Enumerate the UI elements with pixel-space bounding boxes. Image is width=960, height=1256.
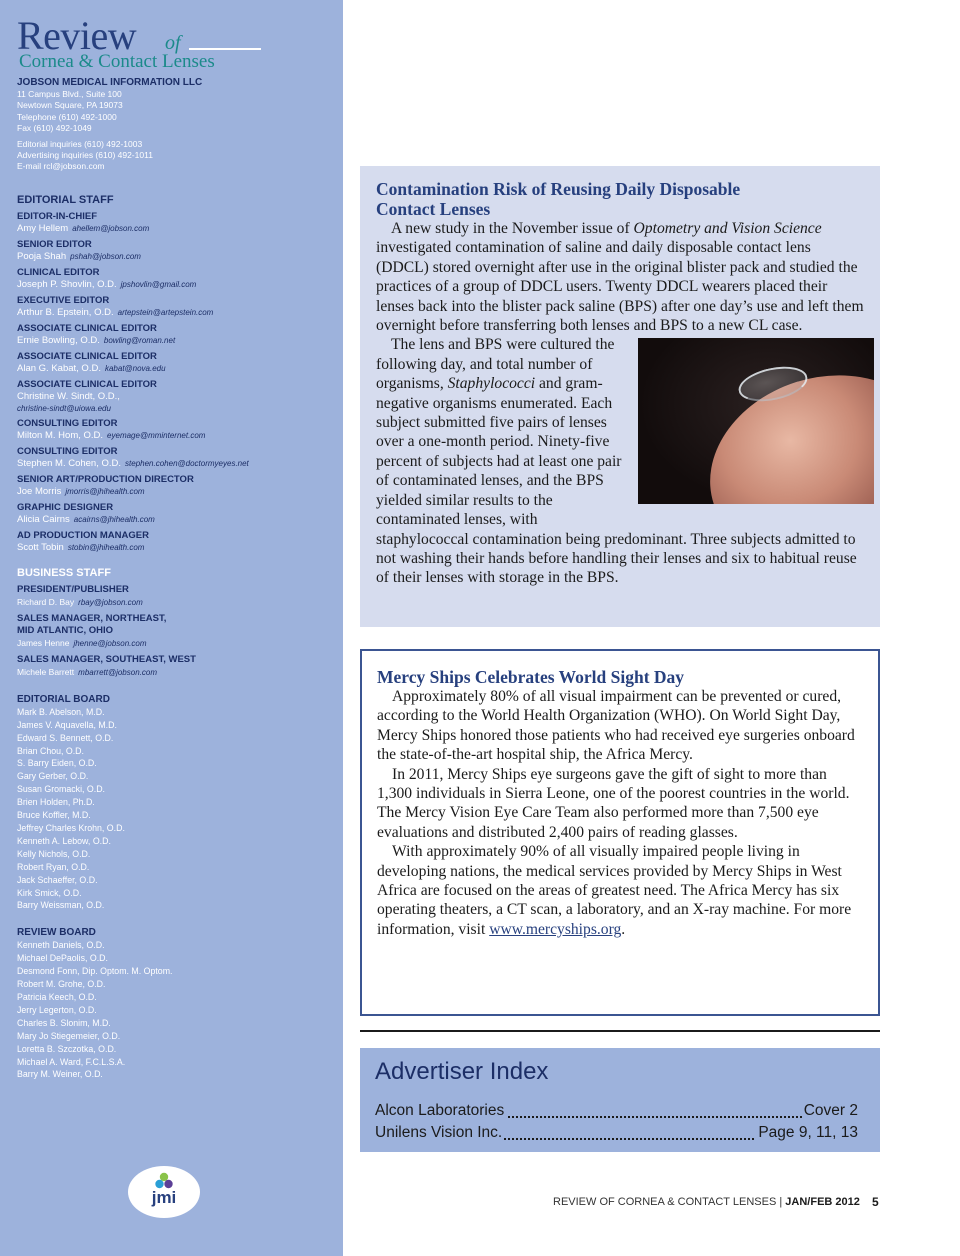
board-member: Jeffrey Charles Krohn, O.D. bbox=[17, 823, 125, 833]
inquiry-line: E-mail rcl@jobson.com bbox=[17, 161, 105, 172]
staff-email: acairns@jhihealth.com bbox=[73, 514, 155, 524]
board-member: Jerry Legerton, O.D. bbox=[17, 1004, 97, 1015]
staff-person bbox=[17, 596, 337, 609]
review-board-heading: REVIEW BOARD bbox=[17, 927, 96, 939]
company-inquiries bbox=[17, 139, 337, 173]
staff-entry bbox=[17, 613, 337, 650]
staff-name: Stephen M. Cohen, O.D. bbox=[17, 457, 122, 469]
staff-person bbox=[17, 335, 337, 347]
article1-p1-text-cont: investigated contamination of saline and daily disposable contact lens (DDCL) stored overnight after use in the original blister pack and studied the practices of a group of DDCL users. Twenty DDCL wearers placed their lenses back into the blister pack saline (BPS) after one day’s use and left them overnight before transferring both lenses and BPS to a new CL case. bbox=[376, 239, 864, 335]
board-member: James V. Aquavella, M.D. bbox=[17, 719, 117, 730]
staff-email: stephen.cohen@doctormyeyes.net bbox=[125, 458, 249, 468]
staff-entry bbox=[17, 584, 337, 609]
staff-email: stobin@jhihealth.com bbox=[67, 542, 145, 552]
mercy-ships-link[interactable]: www.mercyships.org bbox=[489, 920, 622, 938]
staff-role: GRAPHIC DESIGNER bbox=[17, 501, 114, 513]
company-address bbox=[17, 89, 337, 135]
board-member: Patricia Keech, O.D. bbox=[17, 991, 97, 1002]
board-member: Barry Weissman, O.D. bbox=[17, 900, 105, 911]
staff-name: Ernie Bowling, O.D. bbox=[17, 334, 100, 346]
masthead-subtitle: Cornea & Contact Lenses bbox=[19, 51, 215, 72]
staff-role: SENIOR EDITOR bbox=[17, 238, 92, 250]
inquiry-line: Editorial inquiries (610) 492-1003 bbox=[17, 138, 143, 149]
staff-entry bbox=[17, 474, 337, 498]
board-member: Gary Gerber, O.D. bbox=[17, 771, 89, 782]
masthead-logo bbox=[17, 14, 262, 72]
staff-role: CONSULTING EDITOR bbox=[17, 417, 118, 429]
jmi-logo bbox=[128, 1166, 200, 1218]
staff-role: AD PRODUCTION MANAGER bbox=[17, 529, 149, 541]
page-footer bbox=[553, 1196, 883, 1208]
article1-paragraph-1 bbox=[376, 219, 866, 335]
genus-name: Staphylococci bbox=[447, 375, 536, 393]
masthead-of: of bbox=[165, 32, 181, 54]
article2-title: Mercy Ships Celebrates World Sight Day bbox=[377, 667, 685, 687]
editorial-board-heading: EDITORIAL BOARD bbox=[17, 693, 110, 705]
address-line: Telephone (610) 492-1000 bbox=[17, 111, 117, 122]
article1-p2-text: The lens and BPS were cultured the following day, and total number of organisms, bbox=[376, 336, 615, 393]
staff-name: Michele Barrett bbox=[17, 666, 75, 677]
board-member: Brien Holden, Ph.D. bbox=[17, 797, 95, 808]
board-member: Kelly Nichols, O.D. bbox=[17, 848, 91, 859]
staff-person bbox=[17, 458, 337, 470]
staff-role: EXECUTIVE EDITOR bbox=[17, 294, 110, 306]
staff-role: SALES MANAGER, SOUTHEAST, WEST bbox=[17, 653, 196, 665]
staff-entry bbox=[17, 211, 337, 235]
staff-entry bbox=[17, 502, 337, 526]
staff-person bbox=[17, 363, 337, 375]
staff-role: CLINICAL EDITOR bbox=[17, 266, 100, 278]
staff-name: Alan G. Kabat, O.D. bbox=[17, 362, 101, 374]
footer-separator: | bbox=[776, 1196, 786, 1208]
staff-name: Pooja Shah bbox=[17, 250, 67, 262]
masthead-review: Review bbox=[17, 13, 137, 58]
article2-paragraph-3 bbox=[377, 842, 865, 939]
board-member: Michael DePaolis, O.D. bbox=[17, 953, 108, 964]
staff-email: jhenne@jobson.com bbox=[73, 638, 147, 648]
staff-person bbox=[17, 307, 337, 319]
staff-name: Alicia Cairns bbox=[17, 513, 70, 525]
article2-p3-end: . bbox=[621, 920, 626, 938]
staff-email: bowling@roman.net bbox=[103, 335, 176, 345]
footer-publication: REVIEW OF CORNEA & CONTACT LENSES bbox=[553, 1196, 777, 1208]
board-member: Kenneth A. Lebow, O.D. bbox=[17, 835, 111, 846]
staff-entry bbox=[17, 418, 337, 442]
page-number: 5 bbox=[872, 1195, 879, 1209]
advertiser-row bbox=[375, 1102, 858, 1120]
section-divider bbox=[360, 1030, 880, 1032]
advertiser-name: Alcon Laboratories bbox=[375, 1102, 505, 1119]
staff-role: ASSOCIATE CLINICAL EDITOR bbox=[17, 350, 157, 362]
board-member: Bruce Koffler, M.D. bbox=[17, 810, 91, 821]
staff-entry bbox=[17, 530, 337, 554]
advertiser-index-title: Advertiser Index bbox=[375, 1058, 549, 1085]
editorial-board-list bbox=[17, 706, 337, 913]
staff-email: pshah@jobson.com bbox=[70, 251, 141, 261]
staff-person bbox=[17, 637, 337, 650]
staff-person bbox=[17, 223, 337, 235]
staff-role: MID ATLANTIC, OHIO bbox=[17, 624, 114, 636]
staff-email: eyemage@mminternet.com bbox=[107, 430, 206, 440]
board-member: Edward S. Bennett, O.D. bbox=[17, 732, 114, 743]
address-line: Newtown Square, PA 19073 bbox=[17, 100, 123, 111]
article1-title-line2: Contact Lenses bbox=[376, 199, 491, 219]
staff-entry bbox=[17, 379, 337, 414]
staff-person bbox=[17, 514, 337, 526]
review-board-list bbox=[17, 939, 337, 1081]
staff-entry bbox=[17, 267, 337, 291]
staff-entry bbox=[17, 351, 337, 375]
masthead-sidebar bbox=[0, 0, 343, 1256]
staff-email: kabat@nova.edu bbox=[104, 363, 166, 373]
board-member: Charles B. Slonim, M.D. bbox=[17, 1017, 111, 1028]
staff-listing bbox=[17, 76, 337, 1081]
board-member: Mary Jo Stiegemeier, O.D. bbox=[17, 1030, 121, 1041]
board-member: S. Barry Eiden, O.D. bbox=[17, 758, 97, 769]
staff-entry bbox=[17, 323, 337, 347]
advertiser-index bbox=[360, 1048, 880, 1152]
address-line: 11 Campus Blvd., Suite 100 bbox=[17, 89, 122, 99]
article-mercy-ships bbox=[360, 649, 880, 1016]
staff-email: jmorris@jhihealth.com bbox=[65, 486, 145, 496]
staff-name: Joe Morris bbox=[17, 485, 62, 497]
contact-lens-on-finger-photo bbox=[638, 338, 874, 504]
staff-name: James Henne bbox=[17, 637, 70, 648]
staff-name: Amy Hellem bbox=[17, 222, 69, 234]
article2-paragraph-2: In 2011, Mercy Ships eye surgeons gave the gift of sight to more than 1,300 individuals in Sierra Leone, one of the poorest countries in the world. The Mercy Vision Eye Care Team also performed more than 7,500 eye evaluations and distributed 2,400 pairs of reading glasses. bbox=[377, 765, 850, 841]
staff-person bbox=[17, 486, 337, 498]
staff-name: Arthur B. Epstein, O.D. bbox=[17, 306, 114, 318]
article2-body bbox=[377, 687, 865, 939]
board-member: Robert Ryan, O.D. bbox=[17, 861, 90, 872]
company-name: JOBSON MEDICAL INFORMATION LLC bbox=[17, 77, 203, 88]
staff-email: mbarrett@jobson.com bbox=[78, 667, 157, 677]
board-member: Kenneth Daniels, O.D. bbox=[17, 940, 105, 951]
staff-name: Richard D. Bay bbox=[17, 596, 75, 607]
board-member: Jack Schaeffer, O.D. bbox=[17, 874, 98, 885]
address-line: Fax (610) 492-1049 bbox=[17, 123, 92, 134]
board-member: Robert M. Grohe, O.D. bbox=[17, 979, 106, 990]
masthead-rule bbox=[189, 48, 261, 50]
staff-role: ASSOCIATE CLINICAL EDITOR bbox=[17, 378, 157, 390]
editorial-staff-list bbox=[17, 211, 337, 554]
staff-name: Scott Tobin bbox=[17, 541, 64, 553]
staff-role: EDITOR-IN-CHIEF bbox=[17, 210, 98, 222]
advertiser-row bbox=[375, 1124, 858, 1142]
staff-entry bbox=[17, 295, 337, 319]
board-member: Loretta B. Szczotka, O.D. bbox=[17, 1043, 117, 1054]
article-contamination-risk bbox=[360, 166, 880, 627]
staff-name: Milton M. Hom, O.D. bbox=[17, 429, 104, 441]
article1-body bbox=[376, 219, 866, 588]
article1-p1-text: A new study in the November issue of bbox=[391, 220, 634, 237]
staff-person bbox=[17, 391, 337, 403]
advertiser-page: Page 9, 11, 13 bbox=[758, 1124, 858, 1141]
staff-role: SALES MANAGER, NORTHEAST, bbox=[17, 612, 167, 624]
editorial-staff-heading: EDITORIAL STAFF bbox=[17, 193, 114, 206]
board-member: Barry M. Weiner, O.D. bbox=[17, 1069, 103, 1080]
staff-email: christine-sindt@uiowa.edu bbox=[17, 403, 111, 413]
business-staff-list bbox=[17, 584, 337, 679]
staff-role: SENIOR ART/PRODUCTION DIRECTOR bbox=[17, 473, 194, 485]
staff-person bbox=[17, 542, 337, 554]
article2-paragraph-1: Approximately 80% of all visual impairment can be prevented or cured, according to the World Health Organization (WHO). On World Sight Day, Mercy Ships honored those patients who had received eye surgeries onboard the state-of-the-art hospital ship, the Africa Mercy. bbox=[377, 688, 855, 764]
board-member: Brian Chou, O.D. bbox=[17, 745, 84, 756]
staff-entry bbox=[17, 446, 337, 470]
jmi-logo-text: jmi bbox=[151, 1188, 177, 1207]
staff-entry bbox=[17, 239, 337, 263]
business-staff-heading: BUSINESS STAFF bbox=[17, 566, 111, 579]
staff-email: jpshovlin@gmail.com bbox=[120, 279, 197, 289]
article1-p2-text-cont: and gram-negative organisms enumerated. Each subject submitted five pairs of lenses over a one-month period. Ninety-five percent of subjects had at least one pair of contaminated lenses, and the BPS yielded similar results to the contaminated lenses, with staphylococcal contamination being predominant. Three subjects admitted to not washing their hands before handling their lenses and six to habitual reuse of their lenses with storage in the BPS. bbox=[376, 375, 857, 587]
board-member: Mark B. Abelson, M.D. bbox=[17, 706, 105, 717]
board-member: Michael A. Ward, F.C.L.S.A. bbox=[17, 1056, 126, 1067]
staff-person bbox=[17, 666, 337, 679]
staff-role: ASSOCIATE CLINICAL EDITOR bbox=[17, 322, 157, 334]
advertiser-name: Unilens Vision Inc. bbox=[375, 1124, 503, 1141]
staff-role: CONSULTING EDITOR bbox=[17, 445, 118, 457]
staff-role: PRESIDENT/PUBLISHER bbox=[17, 583, 129, 595]
journal-name: Optometry and Vision Science bbox=[633, 220, 822, 237]
inquiry-line: Advertising inquiries (610) 492-1011 bbox=[17, 150, 153, 161]
staff-name: Christine W. Sindt, O.D., bbox=[17, 390, 120, 402]
staff-person bbox=[17, 279, 337, 291]
board-member: Desmond Fonn, Dip. Optom. M. Optom. bbox=[17, 966, 173, 977]
staff-person bbox=[17, 430, 337, 442]
staff-email: artepstein@artepstein.com bbox=[117, 307, 214, 317]
board-member: Susan Gromacki, O.D. bbox=[17, 784, 105, 795]
staff-email: ahellem@jobson.com bbox=[72, 223, 150, 233]
footer-issue: JAN/FEB 2012 bbox=[785, 1196, 860, 1208]
article2-p3-text: With approximately 90% of all visually impaired people living in developing nations, the medical services provided by Mercy Ships in West Africa are focused on the areas of greatest need. The Africa Mercy has six operating theaters, a CT scan, a laboratory, and an X-ray machine. For more information, visit bbox=[377, 843, 852, 938]
staff-email: rbay@jobson.com bbox=[78, 597, 143, 607]
staff-person bbox=[17, 251, 337, 263]
board-member: Kirk Smick, O.D. bbox=[17, 887, 82, 898]
staff-entry bbox=[17, 654, 337, 679]
article1-title-line1: Contamination Risk of Reusing Daily Disposable bbox=[376, 179, 741, 199]
article1-title bbox=[376, 179, 866, 219]
advertiser-page: Cover 2 bbox=[803, 1102, 858, 1119]
staff-name: Joseph P. Shovlin, O.D. bbox=[17, 278, 117, 290]
